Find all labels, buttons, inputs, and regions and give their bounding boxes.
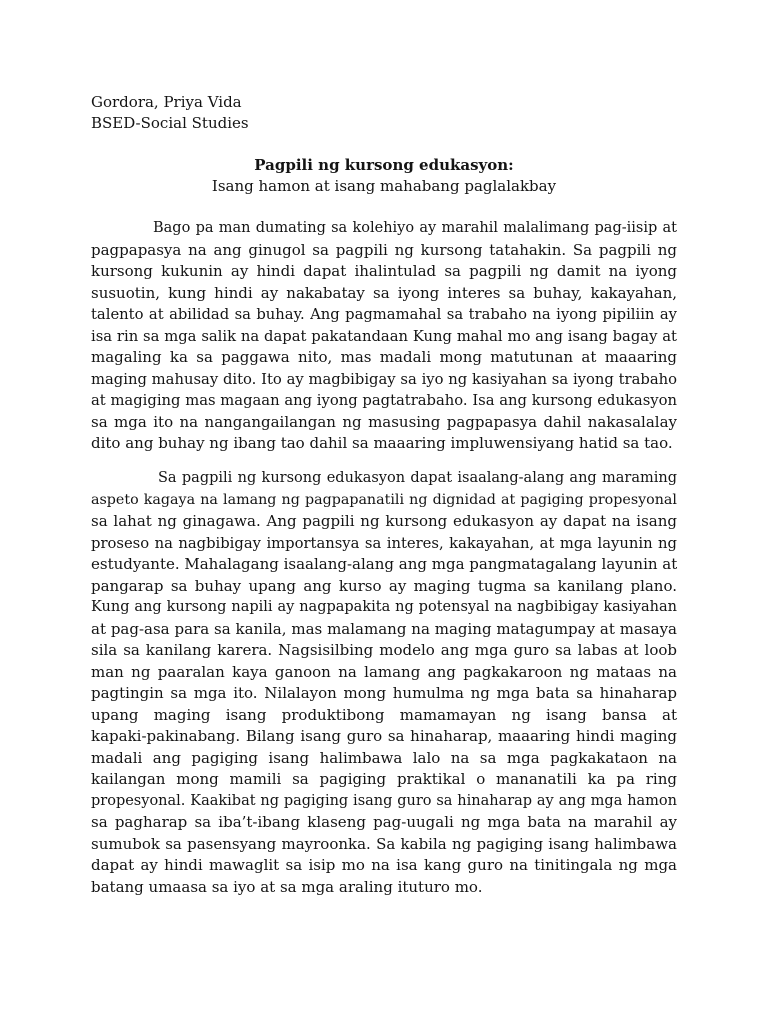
paragraph-line: madali ang pagiging isang halimbawa lalo na sa mga pagkakataon na — [91, 748, 677, 767]
author-block — [91, 92, 491, 134]
paragraph-line: sa lahat ng ginagawa. Ang pagpili ng kursong edukasyon ay dapat na isang — [91, 512, 677, 530]
paragraph-line: at magiging mas magaan ang iyong pagtatrabaho. Isa ang kursong edukasyon — [91, 392, 677, 409]
paragraph-line: sa pagharap sa iba’t-ibang klaseng pag-uugali ng mga bata na marahil ay — [91, 813, 677, 831]
paragraph-line: magaling ka sa paggawa nito, mas madali mong matutunan at maaaring — [91, 348, 677, 366]
paragraph-line: sa mga ito na nangangailangan ng masusing pagpapasya dahil nakasalalay — [91, 412, 677, 431]
author-name: Gordora, Priya Vida — [91, 93, 242, 111]
paragraph-line: sila sa kanilang karera. Nagsisilbing modelo ang mga guro sa labas at loob — [91, 641, 677, 659]
essay-title-block — [91, 155, 677, 197]
paragraph-line: pagtingin sa mga ito. Nilalayon mong humulma ng mga bata sa hinaharap — [91, 684, 677, 702]
paragraph-line: sumubok sa pasensyang mayroonka. Sa kabila ng pagiging isang halimbawa — [91, 834, 677, 853]
paragraph-line: batang umaasa sa iyo at sa mga araling ituturo mo. — [91, 877, 483, 896]
author-program: BSED-Social Studies — [91, 114, 249, 132]
paragraph-line: talento at abilidad sa buhay. Ang pagmamahal sa trabaho na iyong pipiliin ay — [91, 306, 677, 323]
essay-subtitle: Isang hamon at isang mahabang paglalakbay — [211, 177, 557, 195]
paragraph-line: kapaki-pakinabang. Bilang isang guro sa hinaharap, maaaring hindi maging — [91, 727, 677, 745]
paragraph-line: kailangan mong mamili sa pagiging praktikal o mananatili ka pa ring — [91, 770, 677, 788]
paragraph-line: proseso na nagbibigay importansya sa interes, kakayahan, at mga layunin ng — [91, 534, 677, 552]
paragraph-line: propesyonal. Kaakibat ng pagiging isang guro sa hinaharap ay ang mga hamon — [91, 792, 677, 809]
paragraph-line: Sa pagpili ng kursong edukasyon dapat isaalang-alang ang maraming — [158, 470, 677, 486]
essay-title: Pagpili ng kursong edukasyon: — [254, 156, 514, 174]
paragraph-line: kursong kukunin ay hindi dapat ihalintulad sa pagpili ng damit na iyong — [91, 262, 677, 280]
paragraph-line: pangarap sa buhay upang ang kurso ay maging tugma sa kanilang plano. — [91, 576, 677, 595]
paragraph-line: isa rin sa mga salik na dapat pakatandaan Kung mahal mo ang isang bagay at — [91, 327, 677, 345]
paragraph-line: estudyante. Mahalagang isaalang-alang ang mga pangmatagalang layunin at — [91, 555, 677, 573]
paragraph-line: man ng paaralan kaya ganoon na lamang ang pagkakaroon ng mataas na — [91, 662, 677, 681]
paragraph-line: at pag-asa para sa kanila, mas malamang na maging matagumpay at masaya — [91, 619, 677, 638]
paragraph-line: Bago pa man dumating sa kolehiyo ay marahil malalimang pag-iisip at — [153, 220, 677, 236]
paragraph-line: upang maging isang produktibong mamamayan ng isang bansa at — [91, 705, 677, 724]
paragraph-line: pagpapasya na ang ginugol sa pagpili ng kursong tatahakin. Sa pagpili ng — [91, 240, 677, 259]
paragraph-2 — [91, 468, 677, 898]
paragraph-line: maging mahusay dito. Ito ay magbibigay sa iyo ng kasiyahan sa iyong trabaho — [91, 370, 677, 388]
paragraph-line: susuotin, kung hindi ay nakabatay sa iyong interes sa buhay, kakayahan, — [91, 283, 677, 302]
paragraph-1 — [91, 218, 677, 455]
paragraph-line: aspeto kagaya na lamang ng pagpapanatili ng dignidad at pagiging propesyonal — [91, 491, 677, 508]
paragraph-line: Kung ang kursong napili ay nagpapakita ng potensyal na nagbibigay kasiyahan — [91, 599, 677, 615]
paragraph-line: dito ang buhay ng ibang tao dahil sa maaaring impluwensiyang hatid sa tao. — [91, 434, 673, 452]
paragraph-line: dapat ay hindi mawaglit sa isip mo na isa kang guro na tinitingala ng mga — [91, 856, 677, 874]
